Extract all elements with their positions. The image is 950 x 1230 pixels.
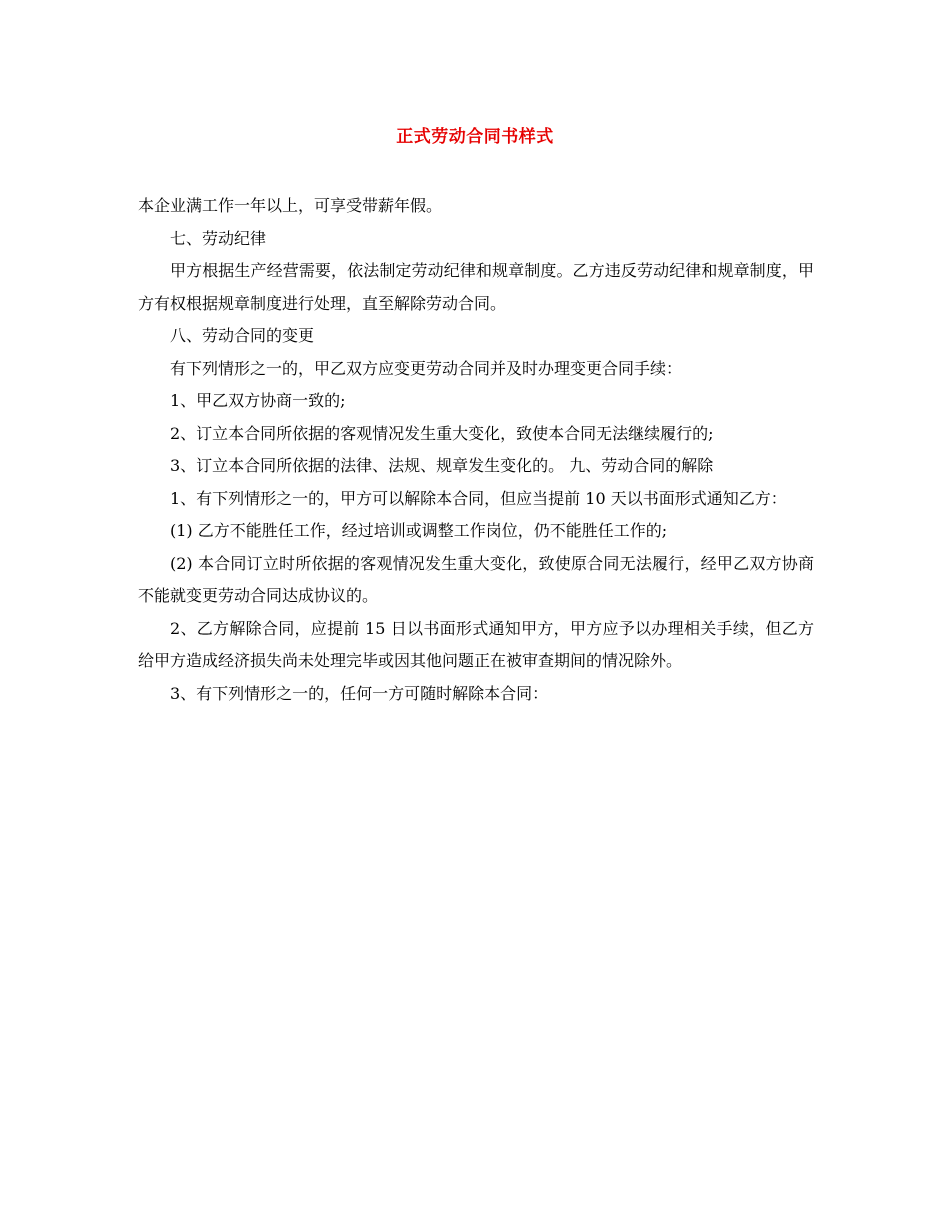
section-heading-contract-change: 八、劳动合同的变更 [170,326,315,345]
paragraph-labor-discipline: 甲方根据生产经营需要，依法制定劳动纪律和规章制度。乙方违反劳动纪律和规章制度，甲方有权根据规章制度进行处理，直至解除劳动合同。 [138,261,814,313]
document-body [138,190,814,710]
document-title: 正式劳动合同书样式 [396,127,554,147]
sub-item-termination-2: (2) 本合同订立时所依据的客观情况发生重大变化，致使原合同无法履行，经甲乙双方协商不能就变更劳动合同达成协议的。 [138,553,814,605]
paragraph-change-conditions: 有下列情形之一的，甲乙双方应变更劳动合同并及时办理变更合同手续： [170,358,683,378]
list-item-change-1: 1、甲乙双方协商一致的; [170,391,346,410]
list-item-change-2: 2、订立本合同所依据的客观情况发生重大变化，致使本合同无法继续履行的; [170,423,714,443]
list-item-termination-1: 1、有下列情形之一的，甲方可以解除本合同，但应当提前 10 天以书面形式通知乙方： [170,488,787,508]
list-item-change-3: 3、订立本合同所依据的法律、法规、规章发生变化的。 九、劳动合同的解除 [170,456,714,475]
list-item-termination-2: 2、乙方解除合同，应提前 15 日以书面形式通知甲方，甲方应予以办理相关手续，但乙方给甲方造成经济损失尚未处理完毕或因其他问题正在被审查期间的情况除外。 [138,618,814,670]
sub-item-termination-1: (1) 乙方不能胜任工作，经过培训或调整工作岗位，仍不能胜任工作的; [170,521,668,540]
list-item-termination-3: 3、有下列情形之一的，任何一方可随时解除本合同： [170,683,549,703]
section-heading-labor-discipline: 七、劳动纪律 [170,228,267,248]
paragraph-annual-leave: 本企业满工作一年以上，可享受带薪年假。 [138,196,443,215]
